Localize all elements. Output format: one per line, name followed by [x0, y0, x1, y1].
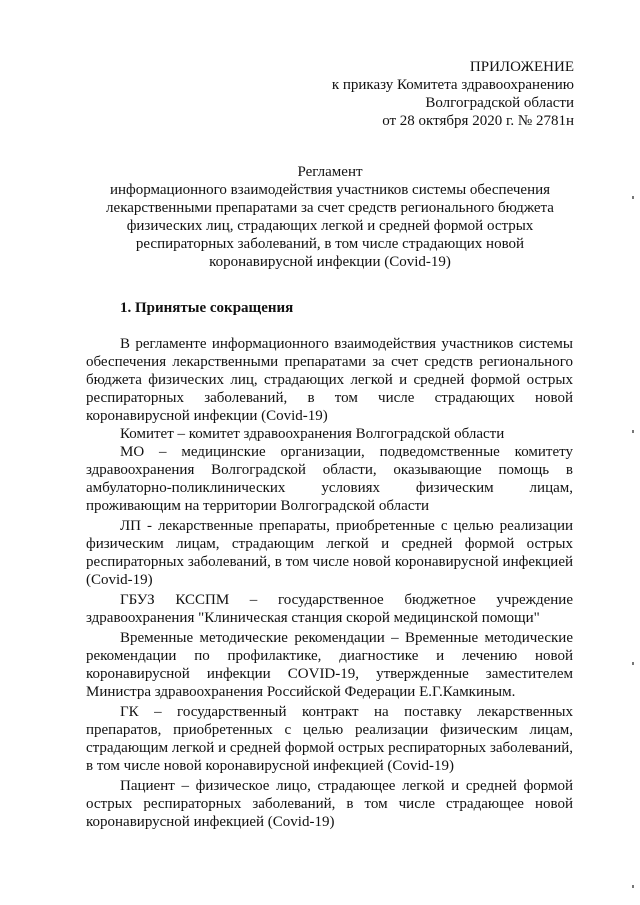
title-line-3: лекарственными препаратами за счет средств регионального бюджета [106, 200, 554, 216]
title-line-6: коронавирусной инфекции (Covid-19) [209, 254, 451, 270]
paragraph-mo: МО – медицинские организации, подведомственные комитету здравоохранения Волгоградской области, оказывающие помощь в амбулаторно-поликлинических условиях физическим лицам, проживающим на территории Волгоградской области [86, 444, 573, 514]
appendix-header [332, 58, 574, 130]
paragraph-patient: Пациент – физическое лицо, страдающее легкой и средней формой острых респираторных заболеваний, в том числе страдающее новой коронавирусной инфекцией (Covid-19) [86, 778, 573, 830]
appendix-region: Волгоградской области [425, 95, 574, 111]
paragraph-committee: Комитет – комитет здравоохранения Волгоградской области [120, 426, 505, 442]
scan-edge-mark [632, 196, 634, 199]
paragraph-guidelines: Временные методические рекомендации – Временные методические рекомендации по профилактике, диагностике и лечению новой коронавирусной инфекции COVID-19, утвержденные заместителем Министра здравоохранения Российской Федерации Е.Г.Камкиным. [86, 630, 573, 700]
paragraph-gbuz: ГБУЗ КССПМ – государственное бюджетное учреждение здравоохранения "Клиническая станция скорой медицинской помощи" [86, 592, 573, 626]
title-line-5: респираторных заболеваний, в том числе страдающих новой [135, 236, 525, 252]
abbreviations-body [86, 335, 573, 831]
section-heading: 1. Принятые сокращения [120, 300, 294, 316]
paragraph-lp: ЛП - лекарственные препараты, приобретенные с целью реализации физическим лицам, страдающим легкой и средней формой острых респираторных заболеваний, в том числе новой коронавирусной инфекцией (Covid-19) [86, 518, 573, 588]
document-title [100, 163, 560, 271]
appendix-label: ПРИЛОЖЕНИЕ [469, 59, 574, 75]
paragraph-intro: В регламенте информационного взаимодействия участников системы обеспечения лекарственными препаратами за счет средств регионального бюджета физических лиц, страдающих легкой и средней формой острых респираторных заболеваний, в том числе страдающих новой коронавирусной инфекции (Covid-19) [86, 336, 573, 424]
title-line-2: информационного взаимодействия участников системы обеспечения [109, 182, 551, 198]
paragraph-gk: ГК – государственный контракт на поставку лекарственных препаратов, приобретенных с целью реализации физическим лицам, страдающим легкой и средней формой острых респираторных заболеваний, в том числе новой коронавирусной инфекцией (Covid-19) [86, 704, 573, 774]
title-line-1: Регламент [297, 164, 363, 180]
scan-edge-mark [632, 430, 634, 433]
title-line-4: физических лиц, страдающих легкой и средней формой острых [126, 218, 534, 234]
scan-edge-mark [632, 885, 634, 888]
scan-edge-mark [632, 662, 634, 665]
appendix-date-number: от 28 октября 2020 г. № 2781н [382, 113, 574, 129]
appendix-order-ref: к приказу Комитета здравоохранению [331, 77, 574, 93]
